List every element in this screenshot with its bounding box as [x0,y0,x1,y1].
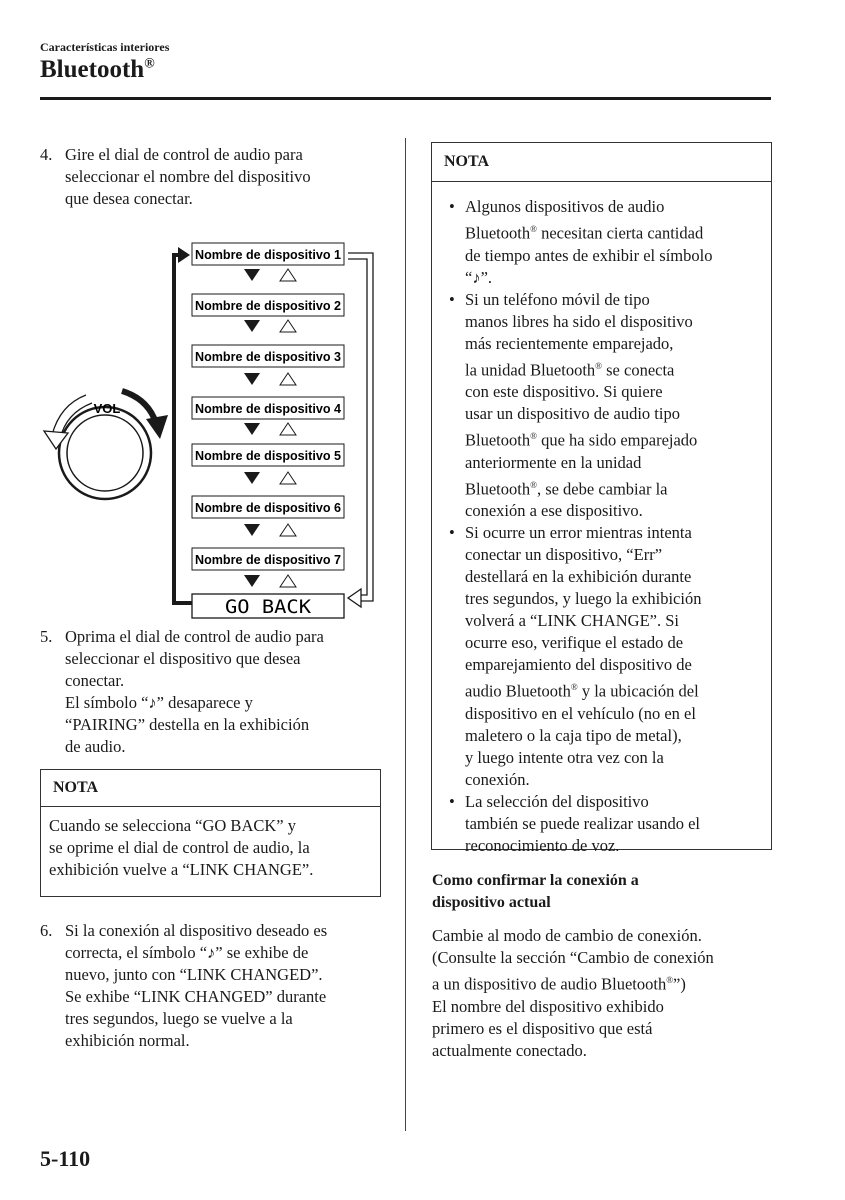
step-line: tres segundos, luego se vuelve a la [65,1009,293,1028]
nota-line: Bluetooth® que ha sido emparejado [465,430,698,450]
page-number: 5-110 [40,1146,91,1171]
rotate-left-arrow-icon [44,395,92,449]
nota-bullet-3 [432,522,771,791]
column-divider [405,138,406,1131]
nota-line: audio Bluetooth® y la ubicación del [465,681,699,701]
bullet-dot: • [449,197,455,216]
subsection-paragraph [432,925,714,1062]
nota-line: Bluetooth® necesitan cierta cantidad [465,223,704,243]
nota-line: tres segundos, y luego la exhibición [465,589,702,608]
arrow-down-icon [244,320,260,332]
nota-line: ocurre eso, verifique el estado de [465,633,684,652]
page-title: Bluetooth® [40,56,155,83]
arrow-down-icon [244,524,260,536]
step-line: exhibición normal. [65,1031,190,1050]
para-line: Cambie al modo de cambio de conexión. [432,926,702,945]
music-note-icon: ♪ [472,267,481,287]
nota-line: dispositivo en el vehículo (no en el [465,703,696,723]
nota-body [41,807,380,881]
nota-line: y luego intente otra vez con la [465,747,664,767]
device-item-label: Nombre de dispositivo 1 [195,247,341,262]
device-item-6 [192,496,344,518]
step-line: Gire el dial de control de audio para [65,145,303,164]
nota-heading: NOTA [41,770,380,807]
step-number: 4. [40,145,53,164]
device-selection-diagram [30,235,390,620]
para-line: El nombre del dispositivo exhibido [432,996,664,1016]
music-note-icon: ♪ [148,693,157,712]
device-item-label: Nombre de dispositivo 4 [195,401,342,416]
device-item-label: Nombre de dispositivo 5 [195,448,341,463]
arrow-up-icon [280,423,296,435]
nota-line: Bluetooth®, se debe cambiar la [465,479,668,498]
arrow-up-icon [280,320,296,332]
bullet-dot: • [449,791,455,811]
nota-line: se oprime el dial de control de audio, la [49,838,310,857]
nota-line: emparejamiento del dispositivo de [465,655,692,674]
step-line: “PAIRING” destella en la exhibición [65,715,310,734]
nota-line: manos libres ha sido el dispositivo [465,311,693,331]
subsection-heading [432,870,639,914]
step-line: conectar. [65,671,125,690]
device-item-2 [192,294,344,316]
section-category: Características interiores [40,40,170,54]
go-back-label: GO BACK [225,596,312,618]
step-line: que desea conectar. [65,189,193,208]
step-line: de audio. [65,737,126,756]
arrow-down-icon [244,269,260,281]
nota-line: la unidad Bluetooth® se conecta [465,360,675,379]
nota-line: destellará en la exhibición durante [465,567,692,586]
step-line: nuevo, junto con “LINK CHANGED”. [65,965,323,984]
device-item-label: Nombre de dispositivo 6 [195,500,341,515]
nota-line: Si ocurre un error mientras intenta [465,523,692,542]
arrow-up-icon [280,472,296,484]
nota-line: reconocimiento de voz. [465,835,620,855]
nota-line: conectar un dispositivo, “Err” [465,545,663,564]
nota-line: de tiempo antes de exhibir el símbolo [465,245,713,265]
heading-line: Como confirmar la conexión a [432,872,639,889]
nota-line: usar un dispositivo de audio tipo [465,404,680,423]
step-line: correcta, el símbolo “♪” se exhibe de [65,943,309,962]
step-line: seleccionar el nombre del dispositivo [65,167,311,186]
arrow-down-icon [244,373,260,385]
nota-line: conexión a ese dispositivo. [465,501,643,520]
bracket-right [348,253,373,607]
step-number: 5. [40,627,53,646]
arrow-up-icon [280,373,296,385]
nota-body [432,182,771,857]
arrow-up-icon [280,575,296,587]
arrow-down-icon [244,472,260,484]
device-item-5 [192,444,344,466]
nota-line: La selección del dispositivo [465,791,649,811]
nota-line: “♪”. [465,267,493,287]
nota-bullet-2 [432,289,771,523]
nota-line: Algunos dispositivos de audio [465,197,665,216]
nota-heading: NOTA [432,143,771,182]
nota-bullet-1 [432,196,771,289]
para-line: a un dispositivo de audio Bluetooth®”) [432,974,686,994]
bullet-dot: • [449,523,455,542]
step-line: seleccionar el dispositivo que desea [65,649,301,668]
step-number: 6. [40,921,53,940]
step-line: Se exhibe “LINK CHANGED” durante [65,987,327,1006]
device-item-label: Nombre de dispositivo 7 [195,552,341,567]
arrow-down-icon [244,575,260,587]
nota-line: Cuando se selecciona “GO BACK” y [49,816,296,835]
nota-line: Si un teléfono móvil de tipo [465,289,650,309]
nota-line: más recientemente emparejado, [465,333,674,353]
step-line: El símbolo “♪” desaparece y [65,693,253,712]
nota-line: volverá a “LINK CHANGE”. Si [465,611,679,630]
nota-line: conexión. [465,769,530,789]
device-item-3 [192,345,344,367]
device-item-7 [192,548,344,570]
nota-line: anteriormente en la unidad [465,452,642,472]
bracket-left [172,247,192,603]
para-line: (Consulte la sección “Cambio de conexión [432,948,714,967]
device-item-1 [192,243,344,265]
go-back-item [192,594,344,618]
step-line: Oprima el dial de control de audio para [65,627,324,646]
nota-line: con este dispositivo. Si quiere [465,382,663,401]
para-line: primero es el dispositivo que está [432,1018,653,1038]
device-item-label: Nombre de dispositivo 2 [195,298,341,313]
para-line: actualmente conectado. [432,1040,587,1060]
music-note-icon: ♪ [207,943,216,962]
arrow-up-icon [280,524,296,536]
nota-line: también se puede realizar usando el [465,813,701,833]
nota-box-right [431,142,772,855]
nota-line: maletero o la caja tipo de metal), [465,725,682,745]
device-item-label: Nombre de dispositivo 3 [195,349,341,364]
arrow-down-icon [244,423,260,435]
nota-box-left [40,769,381,897]
nota-bullet-4 [432,791,771,857]
bullet-dot: • [449,289,455,309]
vol-label: VOL [93,401,121,416]
heading-line: dispositivo actual [432,894,551,911]
step-line: Si la conexión al dispositivo deseado es [65,921,328,940]
device-item-4 [192,397,344,419]
header-rule [40,97,771,100]
nota-line: exhibición vuelve a “LINK CHANGE”. [49,860,314,879]
arrow-up-icon [280,269,296,281]
